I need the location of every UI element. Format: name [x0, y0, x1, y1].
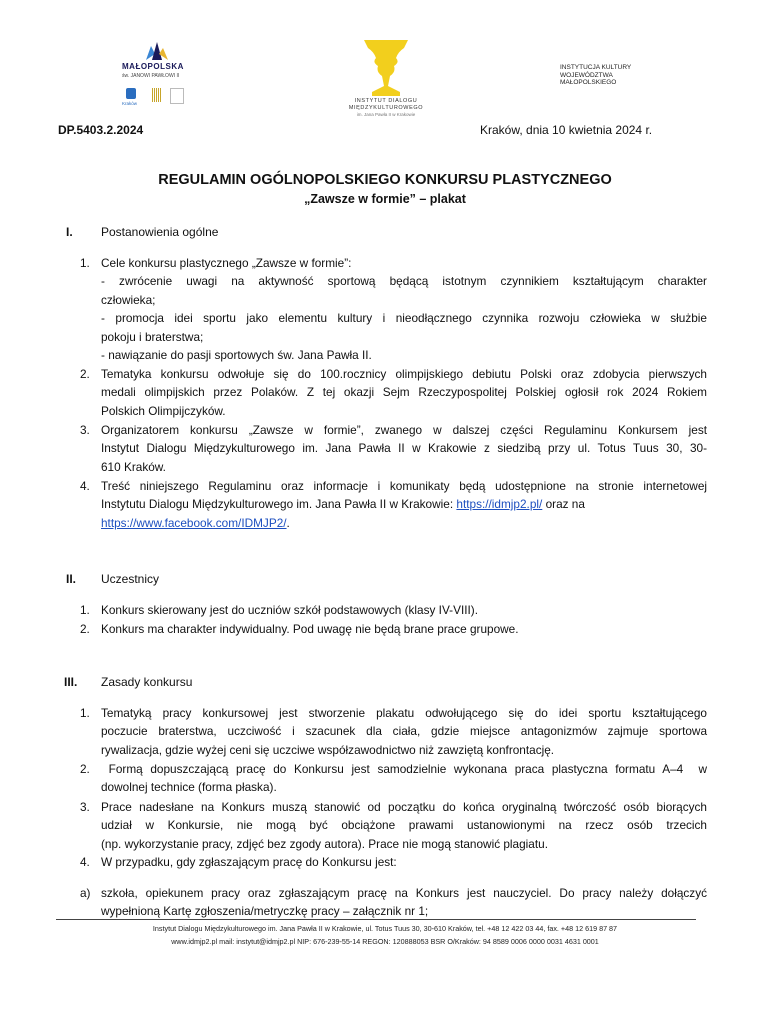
section-heading: Postanowienia ogólne	[101, 225, 219, 239]
cup-faces-icon	[340, 38, 432, 98]
list-item: W przypadku, gdy zgłaszającym pracę do Konkursu jest:	[101, 855, 397, 869]
list-item-number: 1.	[80, 603, 90, 617]
footer-divider	[56, 919, 696, 920]
website-link[interactable]: https://idmjp2.pl/	[456, 497, 543, 512]
list-item: Konkurs ma charakter indywidualny. Pod uwagę nie będą brane prace grupowe.	[101, 622, 519, 636]
institute-name: INSTYTUT DIALOGU MIĘDZYKULTUROWEGO	[348, 98, 424, 111]
list-item-number: 1.	[80, 256, 90, 270]
list-item: Tematyka konkursu odwołuje się do 100.rocznicy olimpijskiego debiutu Polski oraz zdobycia pierwszych medali olimpijskich przez Polaków. Z tej okazji Sejm Rzeczypospolitej Polskiej ogłosił rok 2024 Rokiem Polskich Olimpijczyków.	[101, 367, 707, 418]
section-number: I.	[66, 225, 73, 239]
document-subtitle: „Zawsze w formie” – plakat	[304, 192, 466, 206]
place-date: Kraków, dnia 10 kwietnia 2024 r.	[480, 123, 653, 137]
section-number: II.	[66, 572, 77, 586]
list-item: Prace nadesłane na Konkurs muszą stanowić od początku do końca oryginalną twórczość osób biorących udział w Konkursie, nie mogą być obciążone prawami ustanowionymi na rzecz osób trzecich (np. wykorzystanie pracy, zdjęć bez zgody autora). Prace nie mogą stanowić plagiatu.	[101, 800, 707, 851]
malopolska-name: MAŁOPOLSKA	[122, 62, 184, 71]
footer-contact: www.idmjp2.pl mail: instytut@idmjp2.pl NIP: 676-239-55-14 REGON: 120888053 BSR O/Kraków: 94 8589 0006 0000 0031 4631 0001	[171, 937, 599, 946]
section-heading: Zasady konkursu	[101, 675, 193, 689]
malopolska-mark-icon	[146, 42, 168, 60]
malopolska-subtitle: św. JANOWI PAWŁOWI II	[122, 73, 180, 79]
list-item-number: 2.	[80, 367, 90, 381]
list-item: Konkurs skierowany jest do uczniów szkół podstawowych (klasy IV-VIII).	[101, 603, 478, 617]
list-item: Formą dopuszczającą pracę do Konkursu jest samodzielnie wykonana praca plastyczna formatu A–4 w dowolnej technice (forma płaska).	[101, 762, 707, 795]
footer-address: Instytut Dialogu Międzykulturowego im. Jana Pawła II w Krakowie, ul. Totus Tuus 30, 30-610 Kraków, tel. +48 12 422 03 44, fax. +48 12 619 87 87	[152, 924, 618, 933]
krakow-crest-icon	[126, 88, 136, 99]
document-reference: DP.5403.2.2024	[58, 123, 144, 137]
list-item: Cele konkursu plastycznego „Zawsze w formie”: - zwrócenie uwagi na aktywność sportową będącą istotnym czynnikiem kształtującym charakter człowieka; - promocja idei sportu jako elementu kultury i nieodłącznego czynnika rozwoju człowieka w służbie pokoju i braterstwa; - nawiązanie do pasji sportowych św. Jana Pawła II.	[101, 256, 707, 363]
partner-logo-icon	[152, 88, 162, 102]
document-title: REGULAMIN OGÓLNOPOLSKIEGO KONKURSU PLASTYCZNEGO	[158, 172, 612, 188]
list-item-number: 2.	[80, 762, 90, 776]
krakow-label: Kraków	[122, 101, 138, 106]
list-item-number: 4.	[80, 479, 90, 493]
list-item-number: 2.	[80, 622, 90, 636]
list-item-number: 3.	[80, 423, 90, 437]
section-heading: Uczestnicy	[101, 572, 160, 586]
list-item: Treść niniejszego Regulaminu oraz informacje i komunikaty będą udostępnione na stronie internetowej Instytutu Dialogu Międzykulturowego im. Jana Pawła II w Krakowie: https://idmjp2.pl/ oraz na https://www.facebook.com/IDMJP2/.	[101, 479, 707, 530]
list-item-number: a)	[80, 886, 91, 900]
list-item-number: 4.	[80, 855, 90, 869]
list-item-number: 3.	[80, 800, 90, 814]
list-item-number: 1.	[80, 706, 90, 720]
section-number: III.	[64, 675, 78, 689]
list-item: szkoła, opiekunem pracy oraz zgłaszającym pracę na Konkurs jest nauczyciel. Do pracy należy dołączyć wypełnioną Kartę zgłoszenia/metryczkę pracy – załącznik nr 1;	[101, 886, 707, 919]
partner-mark-icon	[170, 88, 184, 104]
list-item: Organizatorem konkursu „Zawsze w formie”, zwanego w dalszej części Regulaminu Konkursem jest Instytut Dialogu Międzykulturowego im. Jana Pawła II w Krakowie z siedzibą przy ul. Totus Tuus 30, 30- 610 Kraków.	[101, 423, 707, 474]
facebook-link[interactable]: https://www.facebook.com/IDMJP2/	[101, 515, 287, 530]
institute-subtitle: im. Jana Pawła II w Krakowie	[356, 112, 416, 117]
cultural-institution-label: INSTYTUCJA KULTURY WOJEWÓDZTWA MAŁOPOLSKIEGO	[560, 64, 632, 86]
institute-logo	[340, 38, 432, 122]
list-item: Tematyką pracy konkursowej jest stworzenie plakatu odwołującego się do idei sportu kształtującego poczucie braterstwa, uczciwość i szacunek dla ciała, gdzie miejsce antagonizmów zajmuje sportowa rywalizacja, gdzie wyżej ceni się uczciwe współzawodnictwo niż zawziętą konfrontację.	[101, 706, 707, 757]
